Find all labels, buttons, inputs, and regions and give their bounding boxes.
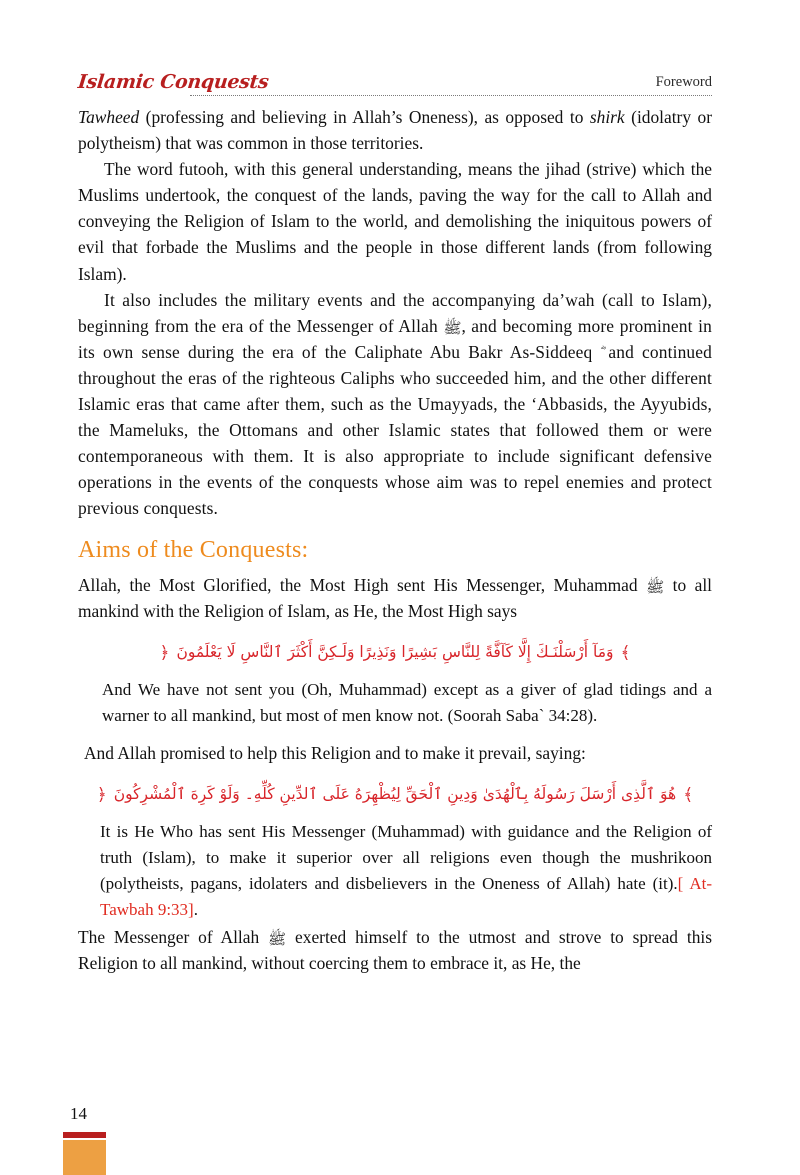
ayah-close-bracket-icon: ﴿ — [96, 784, 107, 805]
paragraph-word-futooh: The word futooh, with this general understanding, means the jihad (strive) which the Muslims undertook, the conquest of the lands, paving the way for the call to Allah and conveying the Religion of Islam to the world, and demolishing the iniquitous powers of evil that forbade the Muslims and the people in those different lands (from following Islam). — [78, 159, 712, 284]
translation-at-tawbah-9-33 — [78, 819, 712, 923]
term-tawheed: Tawheed — [78, 107, 140, 127]
footer-decoration — [63, 1132, 106, 1175]
paragraph-tawheed-text-b: (idolatry or polytheism) that was common in those territories. — [78, 107, 712, 154]
ayah-open-bracket-icon: ﴾ — [620, 642, 631, 663]
paragraph-intro-messenger — [78, 572, 712, 624]
page-header — [78, 62, 712, 96]
sallallahu-alayhi-wasallam-icon: ﷺ — [443, 318, 462, 337]
quran-ayah-at-tawbah-9-33 — [78, 779, 712, 810]
ayah-arabic-text: وَمَآ أَرْسَلْنَـكَ إِلَّا كَآفَّةً لِلنَّاسِ بَشِيرًا وَنَذِيرًا وَلَـكِنَّ أَكْثَرَ ٱلنَّاسِ لَا يَعْلَمُونَ — [176, 642, 614, 661]
translation-saba-34-28: And We have not sent you (Oh, Muhammad) except as a giver of glad tidings and a warner to all mankind, but most of men know not. (Soorah Saba` 34:28). — [102, 679, 712, 725]
footer-orange-block — [63, 1140, 106, 1175]
header-section-label: Foreword — [655, 73, 712, 90]
paragraph-military-events — [78, 287, 712, 522]
page-number: 14 — [70, 1104, 87, 1123]
paragraph-messenger-text-a: The Messenger of Allah — [78, 926, 269, 947]
paragraph-military-events-text-c: and continued throughout the eras of the righteous Caliphs who succeeded him, and the other different Islamic eras that came after them, such as the Umayyads, the ‘Abbasids, the Ayyubids, the Mameluks, the Ottomans and other Islamic states that followed them or were contemporaneous with them. It is also appropriate to include significant defensive operations in the events of the conquests whose aim was to repel enemies and protect previous conquests. — [78, 341, 712, 519]
paragraph-intro-text-b: to all mankind with the Religion of Islam, as He, the Most High says — [78, 574, 713, 621]
paragraph-military-events-text-b: , and becoming more prominent in its own sense during the era of the Caliphate Abu Bakr As-Siddeeq — [78, 315, 712, 362]
book-title: Islamic Conquests — [76, 71, 270, 93]
sallallahu-alayhi-wasallam-icon: ﷺ — [646, 577, 665, 596]
paragraph-intro-text-a: Allah, the Most Glorified, the Most High sent His Messenger, Muhammad — [78, 574, 647, 595]
quran-ayah-saba-34-28 — [78, 637, 712, 668]
paragraph-messenger-exerted — [78, 924, 712, 976]
paragraph-military-events-text-a: It also includes the military events and the accompanying da’wah (call to Islam), beginning from the era of the Messenger of Allah — [78, 289, 712, 336]
page-content — [78, 104, 712, 976]
sallallahu-alayhi-wasallam-icon: ﷺ — [268, 929, 287, 948]
translation-at-tawbah-text: It is He Who has sent His Messenger (Muhammad) with guidance and the Religion of truth (Islam), to make it superior over all religions even though the mushrikoon (polytheists, pagans, idolaters and disbelievers in the Oneness of Allah) hate (it). — [100, 821, 712, 893]
footer-red-bar — [63, 1132, 106, 1138]
header-dotted-rule — [190, 95, 712, 96]
paragraph-tawheed-text-a: (professing and believing in Allah’s Oneness), as opposed to — [139, 107, 590, 127]
paragraph-allah-promised: And Allah promised to help this Religion and to make it prevail, saying: — [84, 742, 586, 763]
term-shirk: shirk — [589, 107, 625, 127]
ayah-arabic-text: هُوَ ٱلَّذِى أَرْسَلَ رَسُولَهُ بِٱلْهُدَىٰ وَدِينِ ٱلْحَقِّ لِيُظْهِرَهُ عَلَى ٱلدِّينِ كُلِّهِ۔ وَلَوْ كَرِهَ ٱلْمُشْرِكُونَ — [113, 784, 677, 803]
paragraph-messenger-text-b: exerted himself to the utmost and strove to spread this Religion to all mankind, without coercing them to embrace it, as He, the — [78, 926, 712, 973]
translation-at-tawbah-trailing: . — [193, 899, 198, 919]
section-heading-aims: Aims of the Conquests: — [78, 536, 309, 563]
ayah-open-bracket-icon: ﴾ — [683, 784, 694, 805]
scripture-reference: [ At-Tawbah 9:33] — [100, 873, 712, 919]
paragraph-tawheed — [78, 104, 712, 156]
ayah-close-bracket-icon: ﴿ — [159, 642, 170, 663]
